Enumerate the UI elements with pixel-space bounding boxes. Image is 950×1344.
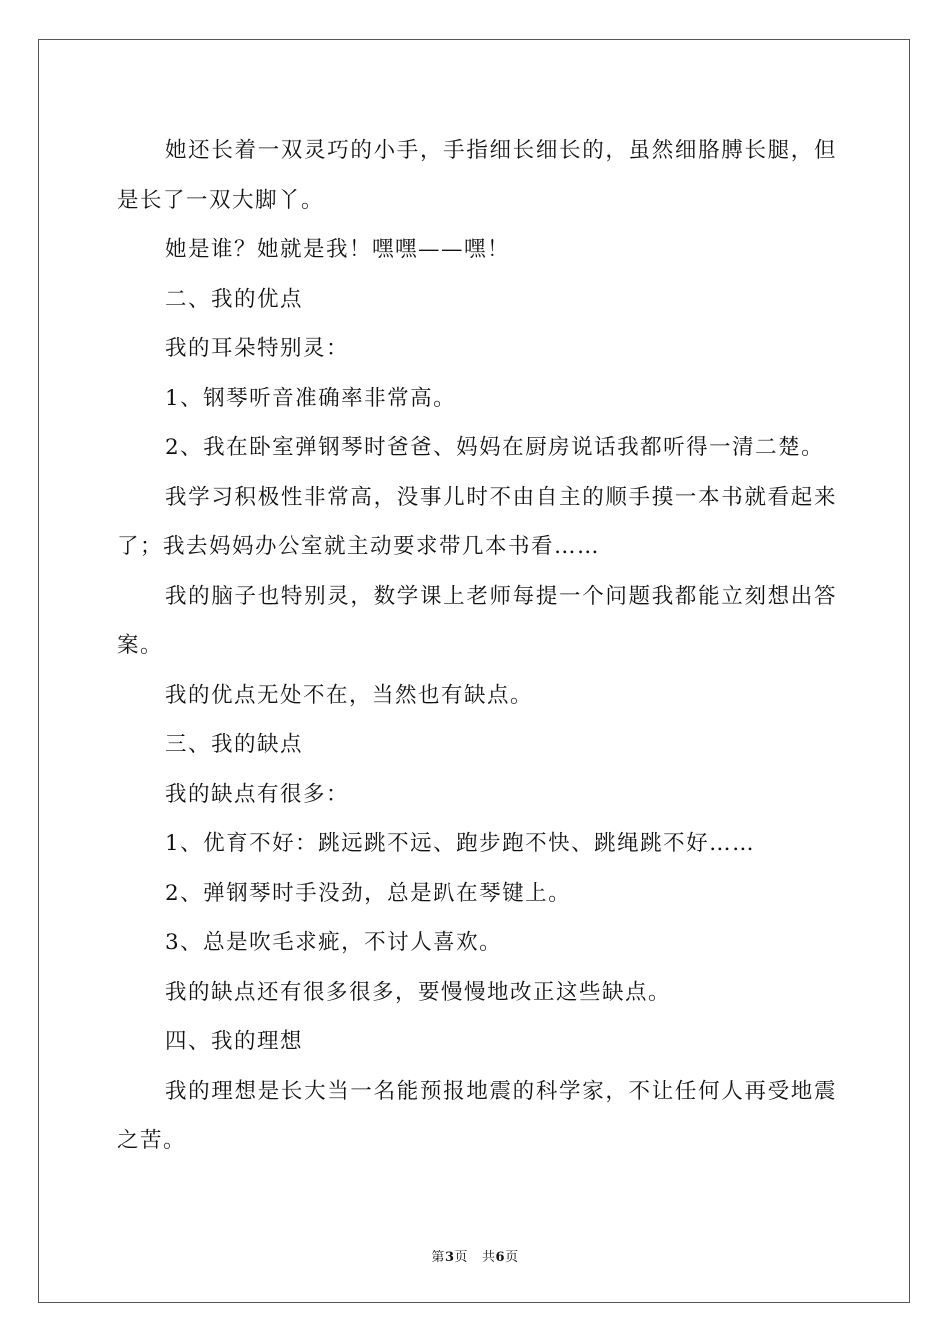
- page-number-prefix: 第: [431, 1250, 445, 1265]
- page-footer: [0, 1246, 950, 1265]
- list-item: 2、弹钢琴时手没劲，总是趴在琴键上。: [165, 880, 572, 906]
- paragraph: 我的理想是长大当一名能预报地震的科学家，不让任何人再受地震之苦。: [117, 1078, 837, 1153]
- list-item: 1、钢琴听音准确率非常高。: [165, 385, 457, 411]
- total-pages-suffix: 页: [505, 1250, 519, 1265]
- paragraph: 她是谁？她就是我！嘿嘿——嘿！: [165, 237, 511, 262]
- document-body: [117, 126, 837, 1166]
- list-item: 1、优育不好：跳远跳不远、跑步跑不快、跳绳跳不好……: [165, 831, 756, 856]
- section-heading: 四、我的理想: [165, 1029, 304, 1054]
- total-pages-number: 6: [495, 1250, 506, 1265]
- page-number-suffix: 页: [454, 1250, 468, 1265]
- paragraph: 我的缺点有很多：: [165, 781, 350, 807]
- current-page-number: 3: [444, 1250, 455, 1265]
- paragraph: 我的优点无处不在，当然也有缺点。: [165, 682, 534, 708]
- section-heading: 二、我的优点: [165, 286, 304, 312]
- list-item: 2、我在卧室弹钢琴时爸爸、妈妈在厨房说话我都听得一清二楚。: [165, 435, 825, 460]
- total-pages-prefix: 共: [482, 1250, 496, 1265]
- section-heading: 三、我的缺点: [165, 732, 304, 757]
- paragraph: 我的缺点还有很多很多，要慢慢地改正这些缺点。: [165, 979, 672, 1005]
- paragraph: 我的脑子也特别灵，数学课上老师每提一个问题我都能立刻想出答案。: [117, 583, 837, 658]
- paragraph: 她还长着一双灵巧的小手，手指细长细长的，虽然细胳膊长腿，但是长了一双大脚丫。: [117, 138, 837, 213]
- list-item: 3、总是吹毛求疵，不讨人喜欢。: [165, 930, 503, 955]
- paragraph: 我的耳朵特别灵：: [165, 336, 350, 361]
- paragraph: 我学习积极性非常高，没事儿时不由自主的顺手摸一本书就看起来了；我去妈妈办公室就主动要求带几本书看……: [117, 484, 837, 559]
